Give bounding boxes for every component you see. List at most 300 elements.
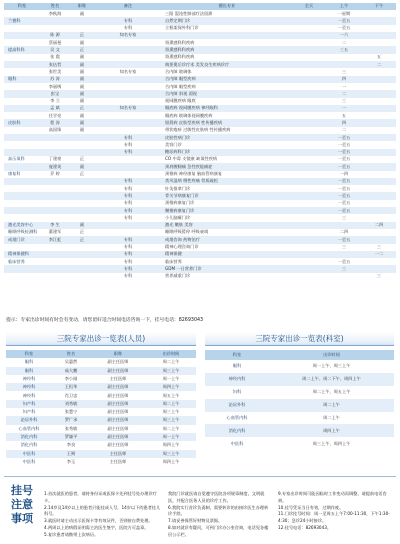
- schedule-cell-name: [40, 25, 70, 32]
- schedule-cell-pm: [362, 32, 396, 39]
- schedule-cell-pm: [362, 112, 396, 119]
- schedule-cell-note: [94, 127, 162, 134]
- schedule-cell-name: [40, 273, 70, 280]
- dept-row: [205, 386, 394, 399]
- schedule-cell-dept: [4, 178, 40, 185]
- person-cell-dept: 中医科: [22, 450, 36, 456]
- schedule-header-row: [4, 3, 396, 10]
- schedule-cell-title: 副: [79, 163, 85, 169]
- person-cell-dept: 妇产科: [22, 409, 36, 415]
- schedule-cell-pm: 二四: [374, 222, 384, 228]
- schedule-cell-dept: 皮肤科: [8, 120, 21, 125]
- person-row: [6, 358, 196, 366]
- schedule-cell-spec: 立框架保外科门诊: [165, 25, 199, 31]
- schedule-cell-title: 正: [79, 171, 85, 177]
- schedule-cell-dept: [4, 244, 40, 251]
- person-cell-name: 王恒华: [64, 384, 78, 390]
- schedule-cell-all: [292, 112, 326, 119]
- person-cell-name: 刘秀敏: [64, 400, 78, 406]
- schedule-cell-spec: 眼底病 视网膜疾病 神经眼科: [165, 105, 218, 111]
- schedule-cell-am: 一至五: [337, 134, 351, 140]
- registration-note: 5.复诊患者请携带上次病历。: [44, 531, 99, 537]
- schedule-cell-note: 专科: [123, 192, 133, 198]
- schedule-cell-name: 李丽绣: [48, 83, 62, 89]
- schedule-cell-dept: [4, 214, 40, 221]
- person-row: [6, 416, 196, 424]
- schedule-cell-all: [292, 83, 326, 90]
- schedule-cell-title: 副: [79, 10, 85, 16]
- schedule-cell-all: [292, 61, 326, 68]
- schedule-cell-pm: [362, 10, 396, 17]
- schedule-cell-note: [94, 112, 162, 119]
- schedule-cell-name: 彭宝: [50, 90, 60, 96]
- registration-note: 10.挂号凭证当日有效，过期作废。: [278, 504, 344, 510]
- schedule-cell-name: 任学亮: [48, 112, 62, 118]
- schedule-cell-note: 知名专家: [119, 105, 137, 111]
- schedule-cell-all: [292, 54, 326, 61]
- schedule-cell-name: [40, 258, 70, 265]
- schedule-cell-note: 知名专家: [119, 32, 137, 38]
- schedule-cell-dept: 睡眠呼吸检测科: [8, 229, 38, 235]
- person-cell-time: 周三上午: [162, 417, 180, 423]
- schedule-cell-dept: [4, 265, 40, 272]
- schedule-row: [4, 178, 396, 185]
- schedule-cell-title: 正: [79, 229, 85, 235]
- schedule-row: [4, 61, 396, 68]
- person-cell-name: 张慧宁: [64, 409, 78, 415]
- schedule-cell-name: 李秋海: [48, 10, 62, 16]
- person-cell-time: 周四上午: [162, 458, 180, 464]
- schedule-cell-am: 二: [341, 39, 347, 45]
- schedule-cell-name: [40, 265, 70, 272]
- schedule-row: [4, 83, 396, 90]
- person-cell-title: 副主任医师: [107, 359, 129, 365]
- schedule-cell-pm: [362, 25, 396, 32]
- dept-cell-dept: 泌尿外科: [228, 402, 246, 408]
- schedule-cell-spec: 精神心理咨询门诊: [165, 244, 199, 250]
- schedule-cell-name: 丁建豪: [48, 156, 62, 162]
- schedule-cell-name: [40, 200, 70, 207]
- header-dept: 科室: [4, 3, 40, 10]
- schedule-cell-dept: [4, 200, 40, 207]
- schedule-cell-note: 专科: [123, 273, 133, 279]
- schedule-cell-am: 三: [341, 265, 347, 271]
- person-row: [6, 383, 196, 391]
- schedule-cell-all: [292, 273, 326, 280]
- schedule-cell-title: 副: [79, 90, 85, 96]
- schedule-cell-title: [70, 273, 94, 280]
- person-cell-dept: 心血管内科: [18, 425, 40, 431]
- schedule-cell-pm: [362, 171, 396, 178]
- schedule-cell-all: [292, 76, 326, 83]
- schedule-cell-title: [70, 185, 94, 192]
- schedule-row: [4, 32, 396, 39]
- schedule-cell-title: 副: [79, 39, 85, 45]
- schedule-cell-all: [292, 200, 326, 207]
- schedule-cell-name: 蔡丽曼: [48, 39, 62, 45]
- header-morning: 上午: [326, 3, 362, 10]
- schedule-cell-note: 专科: [123, 244, 133, 250]
- schedule-cell-all: [292, 134, 326, 141]
- schedule-cell-am: 一至五: [337, 178, 351, 184]
- schedule-cell-am: 一: [341, 105, 347, 111]
- schedule-cell-dept: 眼科: [8, 76, 17, 82]
- schedule-cell-title: [70, 17, 94, 24]
- dept-cell-time: 周四上午: [323, 427, 340, 433]
- schedule-cell-am: 三: [341, 214, 347, 220]
- schedule-row: [4, 200, 396, 207]
- schedule-cell-am: 一至五: [337, 149, 351, 155]
- person-row: [6, 367, 196, 375]
- person-cell-time: 周二上午: [162, 359, 180, 365]
- schedule-cell-spec: GDM 一日营养门诊: [165, 265, 202, 271]
- schedule-cell-title: 正: [79, 32, 85, 38]
- schedule-cell-title: [70, 207, 94, 214]
- person-cell-title: 副主任医师: [107, 409, 129, 415]
- schedule-row: [4, 127, 396, 134]
- schedule-cell-all: [292, 127, 326, 134]
- schedule-cell-dept: [4, 61, 40, 68]
- schedule-row: [4, 244, 396, 251]
- dept-header-row: [205, 350, 394, 360]
- header-note: 备注: [94, 3, 162, 10]
- schedule-cell-spec: 三阳 混沌性肺部疗法留滞: [165, 10, 213, 16]
- schedule-row: [4, 105, 396, 112]
- expert-dept-table: [205, 350, 394, 450]
- schedule-cell-pm: [362, 156, 396, 163]
- schedule-cell-pm: [362, 127, 396, 134]
- schedule-cell-title: 副: [79, 61, 85, 67]
- schedule-cell-title: [70, 214, 94, 221]
- schedule-cell-all: [292, 236, 326, 243]
- schedule-cell-dept: [4, 32, 40, 39]
- schedule-cell-pm: [362, 119, 396, 126]
- dept-cell-dept: 妇科: [232, 389, 242, 395]
- schedule-cell-dept: 康复科: [8, 171, 21, 177]
- schedule-cell-all: [292, 192, 326, 199]
- schedule-cell-dept: [4, 149, 40, 156]
- registration-notes-col2: [168, 491, 272, 539]
- schedule-cell-all: [292, 222, 326, 229]
- schedule-row: [4, 149, 396, 156]
- schedule-cell-am: 二: [341, 127, 347, 133]
- schedule-cell-name: 庞建英: [48, 163, 62, 169]
- schedule-cell-title: 正: [79, 105, 85, 111]
- schedule-row: [4, 236, 396, 243]
- schedule-row: [4, 207, 396, 214]
- schedule-row: [4, 10, 396, 17]
- person-cell-title: 副主任医师: [107, 442, 129, 448]
- dept-row: [205, 360, 394, 373]
- schedule-cell-spec: 银屑病 皮肤型疾病 性传播疾病: [165, 120, 223, 125]
- schedule-cell-am: 一六: [339, 32, 349, 38]
- schedule-cell-dept: [4, 112, 40, 119]
- person-section-title: 三院专家出诊一览表(人员): [6, 332, 196, 346]
- schedule-cell-all: [292, 229, 326, 236]
- schedule-row: [4, 163, 396, 170]
- schedule-cell-pm: [362, 229, 396, 236]
- schedule-cell-am: 一: [341, 83, 347, 89]
- schedule-cell-pm: [362, 265, 396, 272]
- registration-label-line: 挂号: [11, 484, 33, 497]
- person-cell-name: 李玉: [66, 458, 76, 464]
- person-cell-dept: 消化内科: [20, 442, 38, 448]
- schedule-cell-title: 副: [79, 54, 85, 60]
- dept-row: [205, 437, 394, 450]
- person-cell-title: 副主任医师: [107, 434, 129, 440]
- schedule-cell-title: 正: [79, 236, 85, 242]
- dept-cell-time: 周一上午、周三上午: [312, 363, 351, 369]
- schedule-cell-am: [326, 61, 362, 68]
- schedule-cell-title: [70, 141, 94, 148]
- schedule-cell-spec: 典要奥后诊疗术 美发良生疾病诊疗: [165, 61, 230, 67]
- schedule-cell-am: 一至五: [337, 207, 351, 213]
- schedule-cell-am: 一四: [339, 171, 349, 177]
- registration-notes-label: [4, 484, 40, 540]
- person-cell-time: 周三上午: [162, 409, 180, 415]
- schedule-cell-pm: [362, 76, 396, 83]
- schedule-cell-note: 专科: [123, 200, 133, 206]
- schedule-cell-am: 一至五: [337, 200, 351, 206]
- person-cell-dept: 消化内科: [20, 434, 38, 440]
- schedule-row: [4, 17, 396, 24]
- schedule-row: [4, 214, 396, 221]
- schedule-cell-name: 李 立: [50, 98, 60, 104]
- schedule-cell-am: [326, 54, 362, 61]
- schedule-cell-spec: [162, 32, 292, 39]
- schedule-cell-all: [292, 68, 326, 75]
- schedule-cell-pm: [362, 134, 396, 141]
- schedule-cell-all: [292, 171, 326, 178]
- schedule-row: [4, 39, 396, 46]
- schedule-row: [4, 112, 396, 119]
- schedule-row: [4, 192, 396, 199]
- schedule-cell-title: 副: [79, 127, 85, 133]
- schedule-cell-dept: 戒烟门诊: [8, 236, 25, 242]
- schedule-cell-all: [292, 265, 326, 272]
- schedule-row: [4, 185, 396, 192]
- schedule-cell-spec: 戒烟咨询 药物治疗: [165, 236, 200, 242]
- person-cell-name: 吴惠然: [64, 359, 78, 365]
- schedule-cell-dept: [4, 127, 40, 134]
- schedule-cell-note: [94, 222, 162, 229]
- schedule-cell-am: [326, 273, 362, 280]
- header-specialty: 擅长专业: [162, 3, 292, 10]
- dept-row: [205, 373, 394, 386]
- schedule-cell-name: [40, 214, 70, 221]
- person-cell-name: 罗广承: [64, 417, 78, 423]
- schedule-cell-am: 三: [341, 98, 347, 104]
- header-all-day: 全天: [292, 3, 326, 10]
- schedule-cell-dept: [4, 134, 40, 141]
- schedule-cell-all: [292, 39, 326, 46]
- schedule-cell-all: [292, 105, 326, 112]
- schedule-cell-am: 一至五: [337, 185, 351, 191]
- schedule-row: [4, 251, 396, 258]
- person-cell-dept: 神经科: [22, 392, 36, 398]
- person-cell-title: 主任医师: [109, 458, 127, 464]
- schedule-cell-note: [94, 156, 162, 163]
- schedule-cell-am: 二: [341, 90, 347, 96]
- header-name: 姓名: [40, 3, 70, 10]
- schedule-cell-note: [94, 39, 162, 46]
- person-header-dept: 科室: [6, 350, 52, 358]
- schedule-cell-note: [94, 76, 162, 83]
- schedule-cell-name: [40, 149, 70, 156]
- registration-note: 2.14岁及14岁以上的患者只能挂成人号，14岁以下的患者挂儿科号。: [44, 504, 161, 517]
- registration-notes-col1: [44, 491, 162, 539]
- schedule-cell-dept: 临床营养: [8, 258, 25, 264]
- schedule-cell-pm: [362, 39, 396, 46]
- schedule-cell-note: [94, 98, 162, 105]
- dept-cell-time: 周二上午: [323, 414, 340, 420]
- schedule-cell-note: [94, 171, 162, 178]
- header-title: 职称: [70, 3, 94, 10]
- person-row: [6, 450, 196, 458]
- dept-cell-time: 周二上午: [323, 402, 340, 408]
- registration-note: 6.我院实行首诊负责制，需要转诊的由接诊医生办理转诊手续。: [168, 504, 269, 517]
- schedule-cell-note: 专科: [123, 17, 133, 23]
- schedule-cell-dept: [4, 39, 40, 46]
- person-cell-name: 李小刚: [64, 375, 78, 381]
- schedule-cell-title: [70, 265, 94, 272]
- schedule-cell-note: 专科: [123, 149, 133, 155]
- schedule-cell-all: [292, 10, 326, 17]
- schedule-cell-dept: [4, 105, 40, 112]
- person-cell-title: 副主任医师: [107, 367, 129, 373]
- schedule-cell-note: 专科: [123, 207, 133, 213]
- dept-header-time: 出诊时间: [269, 350, 394, 360]
- registration-notes-col3: [278, 491, 394, 532]
- person-cell-time: 周四上午: [162, 442, 180, 448]
- schedule-cell-all: [292, 32, 326, 39]
- person-cell-dept: 神经科: [22, 375, 36, 381]
- schedule-cell-am: 三: [341, 68, 347, 74]
- schedule-cell-dept: 兰德科: [8, 17, 21, 23]
- schedule-row: [4, 229, 396, 236]
- person-cell-name: 王朔: [66, 450, 76, 456]
- schedule-cell-title: 正: [79, 156, 85, 162]
- person-row: [6, 441, 196, 449]
- schedule-cell-pm: [362, 149, 396, 156]
- schedule-cell-all: [292, 119, 326, 126]
- schedule-cell-pm: 一二: [374, 251, 384, 257]
- schedule-cell-am: 五: [341, 112, 347, 118]
- schedule-cell-note: 专科: [123, 25, 133, 31]
- schedule-cell-am: [326, 222, 362, 229]
- schedule-cell-note: [94, 61, 162, 68]
- schedule-cell-all: [292, 149, 326, 156]
- schedule-cell-name: 李江虹: [48, 236, 62, 242]
- schedule-cell-spec: 自然定期门诊: [165, 17, 191, 23]
- schedule-cell-spec: 眼底病 玻璃体视网膜疾病: [165, 112, 213, 118]
- person-cell-dept: 中医科: [22, 458, 36, 464]
- schedule-cell-am: 三: [341, 244, 347, 250]
- schedule-row: [4, 25, 396, 32]
- schedule-cell-pm: [362, 46, 396, 53]
- dept-header-dept: 科室: [205, 350, 269, 360]
- registration-note: 1.首次就医的患者，请持身份证或医保卡先到挂号处办理诊疗卡。: [44, 491, 157, 503]
- schedule-cell-name: 孟 斌: [50, 105, 60, 111]
- schedule-cell-name: [40, 141, 70, 148]
- schedule-row: [4, 265, 396, 272]
- schedule-cell-pm: [362, 207, 396, 214]
- schedule-cell-all: [292, 156, 326, 163]
- person-cell-time: 周二上午: [162, 400, 180, 406]
- schedule-cell-note: 专科: [123, 178, 133, 184]
- person-cell-time: 周五上午: [162, 392, 180, 398]
- schedule-cell-am: 一至五: [337, 17, 351, 23]
- schedule-cell-title: 副: [79, 222, 85, 228]
- schedule-cell-title: [70, 192, 94, 199]
- schedule-cell-title: 副: [79, 83, 85, 89]
- person-cell-name: 肖卫忠: [64, 392, 78, 398]
- schedule-cell-name: [40, 251, 70, 258]
- person-cell-title: 主任医师: [109, 375, 127, 381]
- schedule-row: [4, 273, 396, 280]
- schedule-row: [4, 98, 396, 105]
- schedule-cell-spec: 带状疱疹 过敏性皮肤病 性传播疾病: [165, 127, 231, 133]
- schedule-cell-dept: [4, 163, 40, 170]
- schedule-cell-dept: [4, 98, 40, 105]
- schedule-cell-spec: 针灸推拿门诊: [165, 185, 191, 191]
- registration-note: 我院门诊就医请自觉遵守医院各项规章制度，文明就医，并配合医务人员的诊疗工作。: [168, 491, 265, 503]
- schedule-cell-title: 正: [79, 47, 85, 53]
- schedule-cell-pm: [362, 236, 396, 243]
- schedule-cell-pm: [362, 141, 396, 148]
- person-header-row: [6, 350, 196, 358]
- schedule-row: [4, 171, 396, 178]
- schedule-cell-name: [40, 207, 70, 214]
- schedule-cell-all: [292, 141, 326, 148]
- schedule-cell-name: 陈 源: [50, 32, 60, 38]
- person-cell-title: 副主任医师: [107, 425, 129, 431]
- person-cell-dept: 妇产科: [22, 400, 36, 406]
- schedule-cell-pm: [362, 200, 396, 207]
- schedule-cell-note: 专科: [123, 185, 133, 191]
- person-cell-title: 副主任医师: [107, 392, 129, 398]
- person-cell-dept: 眼科: [24, 359, 34, 365]
- schedule-cell-note: [94, 46, 162, 53]
- schedule-cell-name: [40, 134, 70, 141]
- schedule-cell-note: 专科: [123, 251, 133, 257]
- schedule-cell-name: [40, 178, 70, 185]
- schedule-row: [4, 68, 396, 75]
- dept-cell-time: 周三上午、周四上午: [312, 440, 351, 446]
- schedule-cell-am: 一星期: [337, 10, 351, 16]
- person-cell-title: 副主任医师: [107, 384, 129, 390]
- person-cell-name: 罗谦平: [64, 434, 78, 440]
- schedule-cell-pm: 三: [376, 273, 382, 279]
- dept-row: [205, 412, 394, 425]
- schedule-cell-title: 副: [79, 112, 85, 118]
- person-header-time: 出诊时间: [146, 350, 196, 358]
- schedule-cell-spec: 糖尿病科门诊: [165, 149, 191, 155]
- schedule-cell-dept: [4, 192, 40, 199]
- schedule-cell-am: 三五: [339, 47, 349, 53]
- schedule-cell-dept: [4, 54, 40, 61]
- schedule-cell-pm: [362, 192, 396, 199]
- schedule-cell-name: [40, 17, 70, 24]
- schedule-cell-note: [94, 163, 162, 170]
- schedule-cell-am: 一至五: [337, 163, 351, 169]
- registration-note: 11.门诊挂号时间：周一至周五上午7:00-11:30，下午1:30-4:30；急诊24小时接诊。: [278, 511, 390, 524]
- schedule-cell-spec: 肾熏感科科疾病: [165, 39, 195, 45]
- person-cell-dept: 泌尿外科: [20, 417, 38, 423]
- schedule-cell-title: 副: [79, 98, 85, 104]
- schedule-cell-note: 专科: [123, 134, 133, 140]
- schedule-cell-dept: [4, 185, 40, 192]
